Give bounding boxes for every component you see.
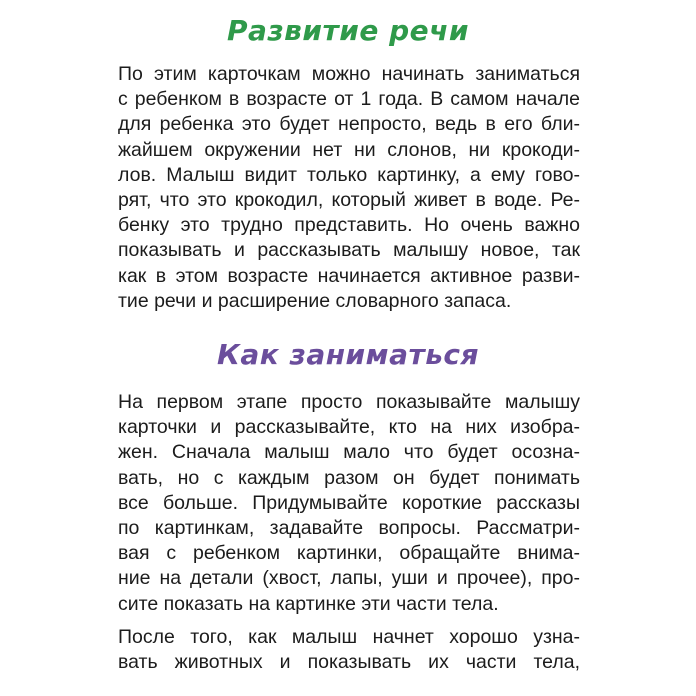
text-line: На первом этапе просто показывайте малышу	[118, 391, 580, 413]
text-line: как в этом возрасте начинается активное разви-	[118, 264, 580, 287]
text-line: все больше. Придумывайте короткие рассказы	[118, 491, 580, 514]
text-line: карточки и рассказывайте, кто на них изобра-	[118, 416, 580, 439]
section-title-speech-development: Развитие речи	[227, 14, 469, 47]
text-line: бенку это трудно представить. Но очень важно	[118, 214, 580, 237]
text-line: сите показать на картинке эти части тела.	[118, 592, 499, 615]
text-line: жен. Сначала малыш мало что будет осозна-	[118, 441, 580, 464]
text-line: вать, но с каждым разом он будет понимать	[118, 466, 580, 489]
section-title-how-to-practice: Как заниматься	[217, 338, 479, 371]
text-line: вая с ребенком картинки, обращайте внима-	[118, 542, 580, 565]
text-line: с ребенком в возрасте от 1 года. В самом начале	[118, 88, 580, 111]
paragraph-how-to-practice	[118, 390, 580, 617]
text-line: рят, что это крокодил, который живет в воде. Ре-	[118, 189, 580, 212]
text-line: по картинкам, задавайте вопросы. Рассматри-	[118, 517, 580, 540]
text-line: жайшем окружении нет ни слонов, ни крокоди-	[118, 138, 580, 161]
text-line: для ребенка это будет непросто, ведь в его бли-	[118, 113, 580, 136]
paragraph-speech-development	[118, 62, 580, 314]
text-line: По этим карточкам можно начинать заниматься	[118, 63, 580, 85]
text-line: После того, как малыш начнет хорошо узна-	[118, 626, 580, 648]
text-line: лов. Малыш видит только картинку, а ему гово-	[118, 163, 580, 186]
text-line: показывать и рассказывать малышу новое, так	[118, 239, 580, 262]
text-line: ние на детали (хвост, лапы, уши и прочее), про-	[118, 567, 580, 590]
text-line: тие речи и расширение словарного запаса.	[118, 289, 512, 312]
paragraph-continuation	[118, 625, 580, 675]
text-line: вать животных и показывать их части тела,	[118, 651, 580, 674]
